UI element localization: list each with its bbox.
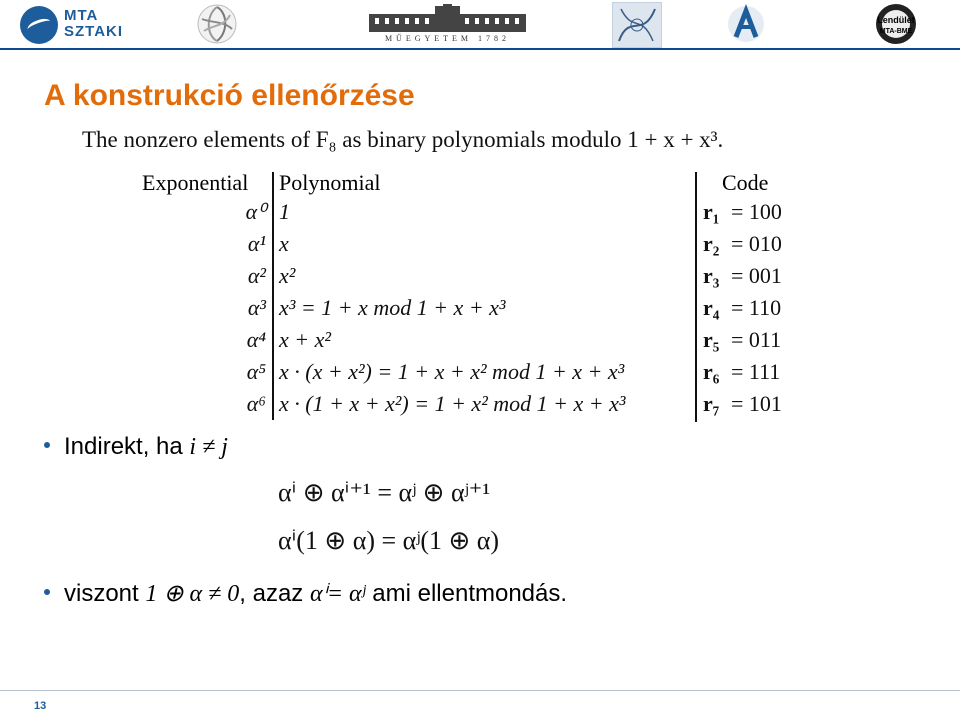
table-divider-right: [695, 172, 697, 422]
k-letter-logo-icon: [722, 3, 770, 45]
cell-code-value: = 001: [731, 263, 782, 288]
bullet-viszont-math2: αⁱ= αʲ: [309, 581, 366, 607]
bullet-viszont-math: 1 ⊕ α ≠ 0: [145, 581, 240, 607]
table-caption: The nonzero elements of F₈ as binary polynomials modulo 1 + x + x³.: [82, 127, 724, 152]
cell-code-value: = 101: [731, 391, 782, 416]
bme-building-logo: [365, 4, 530, 44]
equation-2: αⁱ(1 ⊕ α) = αʲ(1 ⊕ α): [278, 526, 500, 555]
lendulet-subtitle: MTA-BME: [879, 28, 913, 35]
bullet-indirect: [44, 433, 228, 461]
cell-code-label: r₆: [703, 359, 720, 384]
cell-code-value: = 011: [731, 327, 782, 352]
header-logo-bar: [0, 0, 960, 50]
header-exponential: Exponential: [142, 170, 249, 195]
bullet-viszont-prefix: viszont: [64, 580, 146, 607]
footer-divider: [0, 690, 960, 691]
swirl-logo-icon: [196, 3, 238, 45]
slide-title: A konstrukció ellenőrzése: [44, 79, 415, 112]
research-group-logo-icon: [612, 2, 662, 48]
lendulet-wordmark: Lendület: [877, 15, 915, 25]
cell-code-label: r₇: [703, 391, 720, 416]
bullet-viszont-suffix: ami ellentmondás.: [365, 580, 568, 607]
table-divider-left: [272, 172, 274, 420]
mta-sztaki-wordmark: [64, 8, 123, 40]
cell-polynomial: x²: [279, 263, 296, 288]
mta-globe-icon: [20, 6, 58, 44]
cell-code-value: = 100: [731, 199, 782, 224]
cell-code-label: r₃: [703, 263, 720, 288]
cell-polynomial: x · (1 + x + x²) = 1 + x² mod 1 + x + x³: [279, 391, 626, 416]
cell-polynomial: 1: [279, 199, 290, 224]
page-number: 13: [34, 700, 47, 712]
bullet-viszont: [44, 579, 567, 608]
cell-code-value: = 110: [731, 295, 782, 320]
equation-1: αⁱ ⊕ αⁱ⁺¹ = αʲ ⊕ αʲ⁺¹: [278, 478, 491, 507]
cell-exponential: α⁴: [246, 327, 266, 352]
mta-wordmark-line2: SZTAKI: [64, 23, 124, 40]
cell-exponential: α¹: [247, 231, 266, 256]
mta-sztaki-logo: [20, 6, 130, 44]
cell-exponential: α⁵: [246, 359, 266, 384]
bullet-indirect-text: Indirekt, ha: [64, 433, 190, 460]
cell-polynomial: x: [279, 231, 289, 256]
building-caption: MŰEGYETEM 1782: [384, 34, 511, 43]
cell-code-label: r₅: [703, 327, 720, 352]
bullet-viszont-mid: , azaz: [239, 580, 310, 607]
bullet-icon: [44, 589, 50, 595]
lendulet-logo: [866, 2, 926, 46]
cell-exponential: α³: [247, 295, 266, 320]
header-code: Code: [722, 170, 769, 195]
header-polynomial: Polynomial: [279, 170, 381, 195]
cell-exponential: α²: [247, 263, 266, 288]
cell-code-label: r₁: [703, 199, 720, 224]
header-divider: [0, 48, 960, 50]
cell-polynomial: x + x²: [279, 327, 331, 352]
cell-exponential: α⁰: [245, 199, 266, 224]
cell-code-label: r₄: [703, 295, 720, 320]
cell-exponential: α⁶: [246, 391, 266, 416]
cell-code-value: = 111: [731, 359, 781, 384]
bullet-indirect-math: i ≠ j: [189, 434, 228, 460]
cell-polynomial: x · (x + x²) = 1 + x + x² mod 1 + x + x³: [279, 359, 625, 384]
cell-polynomial: x³ = 1 + x mod 1 + x + x³: [279, 295, 506, 320]
cell-code-label: r₂: [703, 231, 720, 256]
mta-wordmark-line1: MTA: [64, 7, 99, 24]
cell-code-value: = 010: [731, 231, 782, 256]
bullet-icon: [44, 442, 50, 448]
